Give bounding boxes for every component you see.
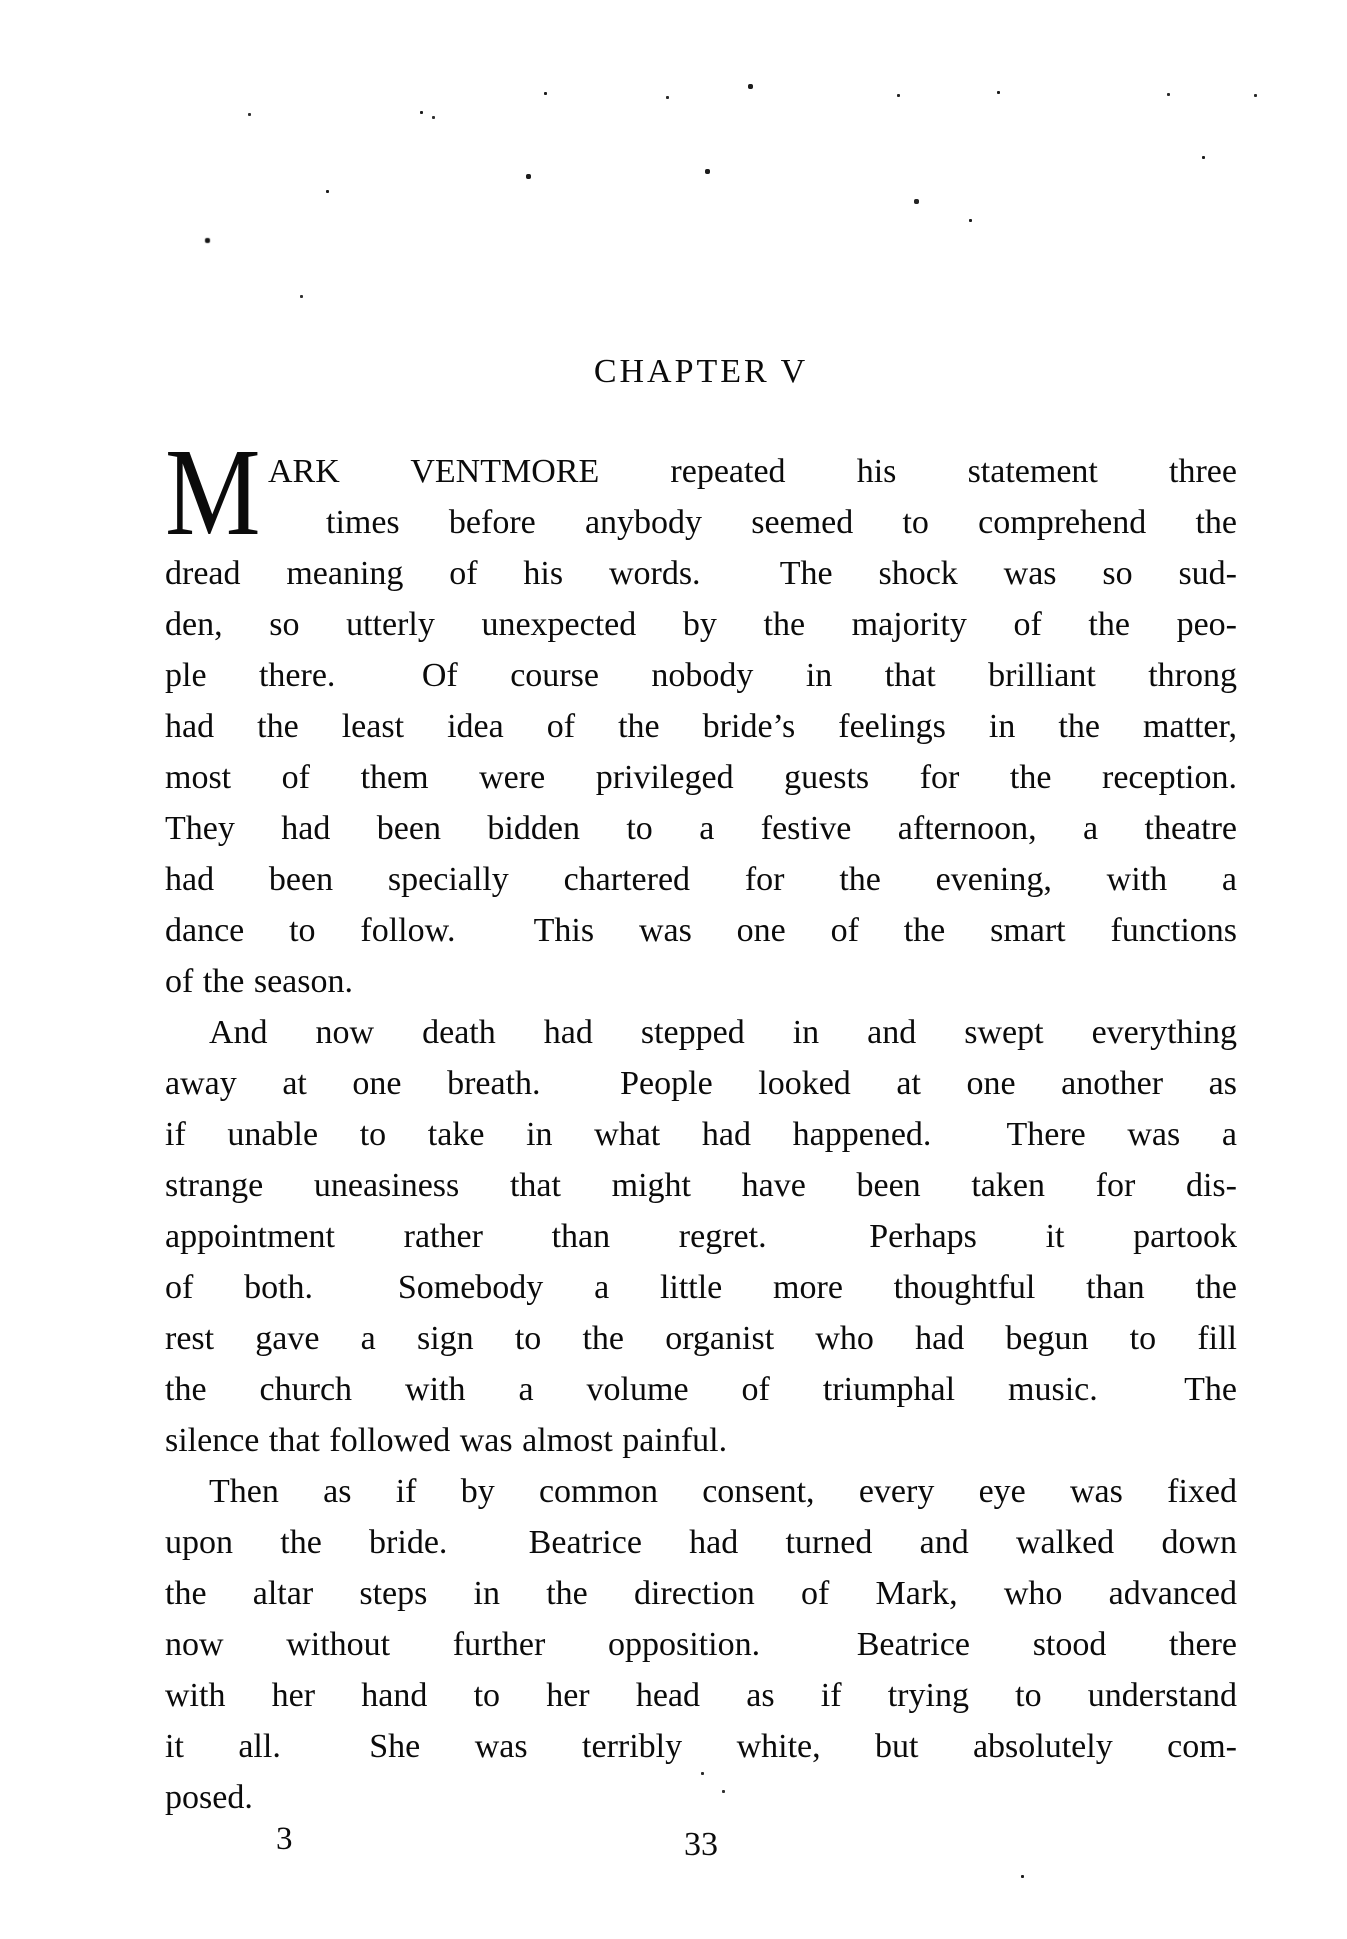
text-line: strange uneasiness that might have been taken for dis- bbox=[165, 1167, 1237, 1204]
drop-cap-initial: M bbox=[165, 424, 261, 562]
text-line: They had been bidden to a festive afternoon, a theatre bbox=[165, 810, 1237, 847]
text-line: it all. She was terribly white, but absolutely com- bbox=[165, 1728, 1237, 1765]
text-line: appointment rather than regret. Perhaps it partook bbox=[165, 1218, 1237, 1255]
text-line: times before anybody seemed to comprehend the bbox=[326, 504, 1237, 541]
text-line: the altar steps in the direction of Mark, who advanced bbox=[165, 1575, 1237, 1612]
text-line: rest gave a sign to the organist who had begun to fill bbox=[165, 1320, 1237, 1357]
text-line: had the least idea of the bride’s feelings in the matter, bbox=[165, 708, 1237, 745]
text-line: had been specially chartered for the evening, with a bbox=[165, 861, 1237, 898]
text-line: silence that followed was almost painful. bbox=[165, 1422, 728, 1459]
paragraph-closing bbox=[165, 1466, 1237, 1823]
text-line: dread meaning of his words. The shock was so sud- bbox=[165, 555, 1237, 592]
text-line: den, so utterly unexpected by the majority of the peo- bbox=[165, 606, 1237, 643]
text-line: away at one breath. People looked at one another as bbox=[165, 1065, 1237, 1102]
text-block bbox=[165, 424, 1237, 1823]
text-line: with her hand to her head as if trying to understand bbox=[165, 1677, 1237, 1714]
text-line: most of them were privileged guests for the reception. bbox=[165, 759, 1237, 796]
text-line: of the season. bbox=[165, 963, 354, 1000]
text-line: now without further opposition. Beatrice stood there bbox=[165, 1626, 1237, 1663]
chapter-heading: CHAPTER V bbox=[593, 353, 809, 390]
text-line: posed. bbox=[165, 1779, 253, 1816]
text-line: ple there. Of course nobody in that brilliant throng bbox=[165, 657, 1237, 694]
scan-speck-artifacts bbox=[0, 0, 3, 3]
text-line: if unable to take in what had happened. There was a bbox=[165, 1116, 1237, 1153]
paragraph-middle bbox=[165, 1007, 1237, 1466]
text-line: upon the bride. Beatrice had turned and walked down bbox=[165, 1524, 1237, 1561]
text-line: of both. Somebody a little more thoughtful than the bbox=[165, 1269, 1237, 1306]
text-line: dance to follow. This was one of the smart functions bbox=[165, 912, 1237, 949]
text-line: ARK VENTMORE repeated his statement three bbox=[268, 453, 1237, 490]
signature-mark: 3 bbox=[276, 1821, 293, 1857]
text-line: the church with a volume of triumphal music. The bbox=[165, 1371, 1237, 1408]
paragraph-opening bbox=[165, 424, 1237, 1007]
text-line: Then as if by common consent, every eye was fixed bbox=[209, 1473, 1237, 1510]
page-number: 33 bbox=[684, 1826, 718, 1863]
text-line: And now death had stepped in and swept everything bbox=[209, 1014, 1237, 1051]
